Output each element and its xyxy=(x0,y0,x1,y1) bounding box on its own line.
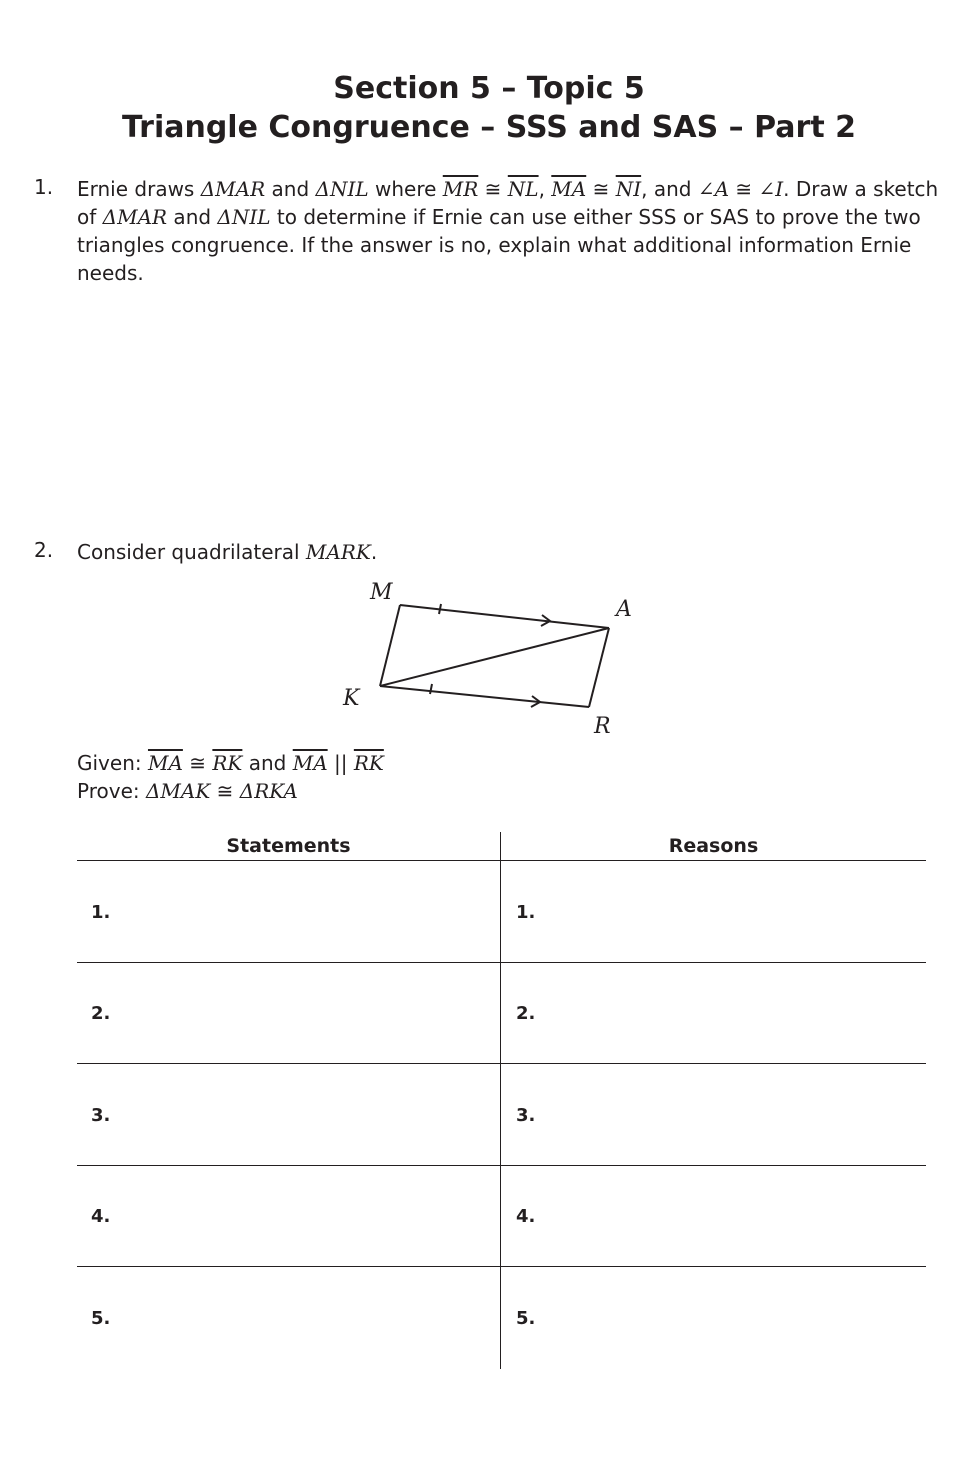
statement-number: 1. xyxy=(91,902,111,923)
table-row-rule xyxy=(77,1063,926,1064)
topic-title: Triangle Congruence – SSS and SAS – Part 2 xyxy=(121,110,857,145)
statement-number: 2. xyxy=(91,1003,111,1024)
given-statement: Given: $\overline{MA}$ ≅ $\overline{RK}$ and $\overline{MA}$ || $\overline{RK}$ xyxy=(77,751,384,775)
question-2-number: 2. xyxy=(34,538,54,562)
statement-number: 4. xyxy=(91,1206,111,1227)
table-header-rule xyxy=(77,860,926,861)
table-row-rule xyxy=(77,1165,926,1166)
reason-number: 2. xyxy=(516,1003,536,1024)
question-1-number: 1. xyxy=(34,175,54,199)
reason-number: 3. xyxy=(516,1105,536,1126)
vertex-label-k: K xyxy=(343,686,360,711)
vertex-label-m: M xyxy=(370,580,393,605)
reason-number: 1. xyxy=(516,902,536,923)
statements-header: Statements xyxy=(226,835,351,857)
vertex-label-r: R xyxy=(594,714,611,739)
statement-number: 3. xyxy=(91,1105,111,1126)
section-title: Section 5 – Topic 5 xyxy=(333,71,645,106)
question-1-text: Ernie draws ΔMAR and ΔNIL where $\overline{MR}$ ≅ $\overline{NL}$, $\overline{MA}$ ≅ $\overline{NI}$, and ∠A ≅ ∠I. Draw a sketch of ΔMAR and ΔNIL to determine if Ernie can use either SSS or SAS to prove the two triangles congruence. If the answer is no, explain what additional information Ernie needs. xyxy=(77,177,939,285)
reasons-header: Reasons xyxy=(668,835,759,857)
quadrilateral-mark-figure xyxy=(330,570,650,745)
table-column-divider xyxy=(500,832,501,1369)
vertex-label-a: A xyxy=(616,597,632,622)
prove-statement: Prove: ΔMAK ≅ ΔRKA xyxy=(77,779,298,803)
reason-number: 5. xyxy=(516,1308,536,1329)
reason-number: 4. xyxy=(516,1206,536,1227)
question-2-text: Consider quadrilateral MARK. xyxy=(77,540,378,564)
statement-number: 5. xyxy=(91,1308,111,1329)
table-row-rule xyxy=(77,1266,926,1267)
table-row-rule xyxy=(77,962,926,963)
proof-table xyxy=(77,832,926,1369)
